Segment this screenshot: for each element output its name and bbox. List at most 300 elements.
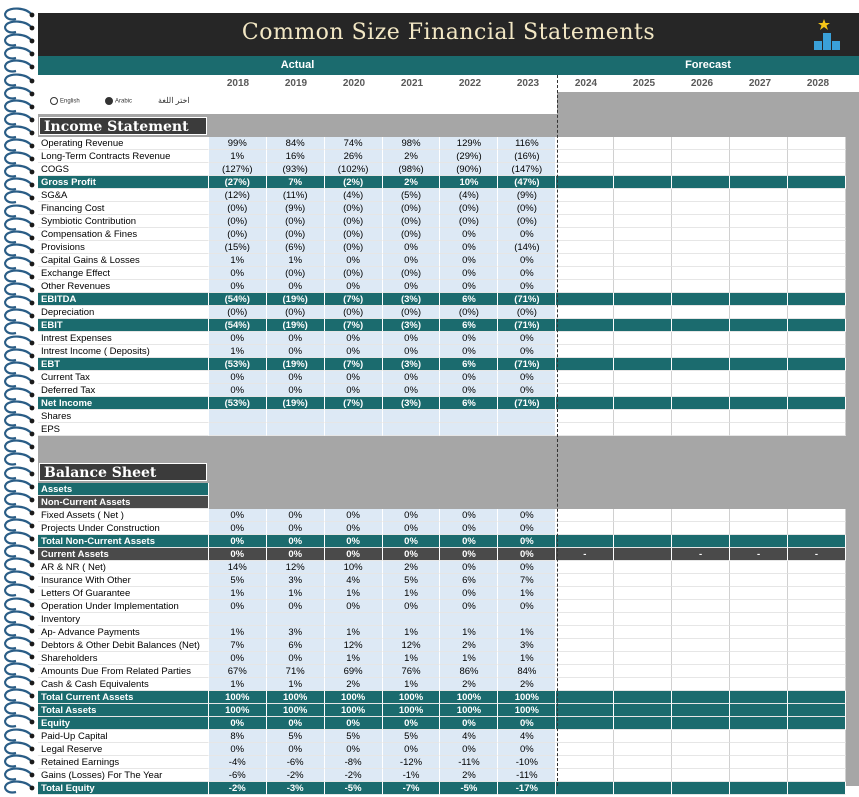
forecast-cell[interactable] — [788, 678, 846, 691]
value-cell[interactable]: (0%) — [383, 202, 441, 215]
forecast-cell[interactable] — [730, 756, 788, 769]
forecast-cell[interactable] — [730, 267, 788, 280]
value-cell[interactable]: 5% — [383, 574, 441, 587]
value-cell[interactable]: 0% — [498, 535, 556, 548]
forecast-cell[interactable] — [672, 397, 730, 410]
forecast-cell[interactable] — [788, 319, 846, 332]
forecast-cell[interactable] — [730, 397, 788, 410]
value-cell[interactable]: 0% — [498, 522, 556, 535]
forecast-cell[interactable] — [614, 306, 672, 319]
value-cell[interactable]: 0% — [440, 522, 498, 535]
forecast-cell[interactable] — [614, 319, 672, 332]
forecast-cell[interactable] — [614, 782, 672, 795]
value-cell[interactable]: -2% — [267, 769, 325, 782]
value-cell[interactable]: (3%) — [383, 397, 441, 410]
value-cell[interactable]: 0% — [498, 280, 556, 293]
value-cell[interactable]: 0% — [325, 280, 383, 293]
value-cell[interactable]: (71%) — [498, 397, 556, 410]
value-cell[interactable]: 0% — [440, 280, 498, 293]
forecast-cell[interactable] — [672, 371, 730, 384]
radio-arabic-icon[interactable] — [105, 97, 113, 105]
value-cell[interactable]: 0% — [325, 522, 383, 535]
value-cell[interactable]: -8% — [325, 756, 383, 769]
forecast-cell[interactable] — [730, 691, 788, 704]
forecast-cell[interactable] — [556, 150, 614, 163]
value-cell[interactable]: 100% — [325, 704, 383, 717]
forecast-cell[interactable] — [730, 332, 788, 345]
forecast-cell[interactable] — [556, 730, 614, 743]
value-cell[interactable]: 0% — [267, 548, 325, 561]
forecast-cell[interactable] — [672, 613, 730, 626]
value-cell[interactable]: 0% — [498, 743, 556, 756]
value-cell[interactable]: 2% — [440, 769, 498, 782]
forecast-cell[interactable] — [730, 345, 788, 358]
value-cell[interactable]: -7% — [383, 782, 441, 795]
forecast-cell[interactable] — [730, 704, 788, 717]
forecast-cell[interactable] — [556, 782, 614, 795]
forecast-cell[interactable] — [672, 561, 730, 574]
value-cell[interactable]: 7% — [498, 574, 556, 587]
forecast-cell[interactable] — [556, 639, 614, 652]
forecast-cell[interactable] — [614, 189, 672, 202]
value-cell[interactable]: (71%) — [498, 358, 556, 371]
forecast-cell[interactable] — [672, 254, 730, 267]
forecast-cell[interactable] — [614, 600, 672, 613]
value-cell[interactable]: 1% — [383, 587, 441, 600]
value-cell[interactable]: (53%) — [209, 358, 267, 371]
value-cell[interactable]: 0% — [498, 384, 556, 397]
value-cell[interactable] — [209, 410, 267, 423]
value-cell[interactable]: (27%) — [209, 176, 267, 189]
forecast-cell[interactable] — [788, 639, 846, 652]
forecast-cell[interactable] — [730, 306, 788, 319]
forecast-cell[interactable] — [614, 410, 672, 423]
value-cell[interactable]: (102%) — [325, 163, 383, 176]
value-cell[interactable]: 2% — [383, 561, 441, 574]
value-cell[interactable]: (0%) — [267, 228, 325, 241]
value-cell[interactable]: 1% — [267, 587, 325, 600]
value-cell[interactable]: 1% — [209, 150, 267, 163]
value-cell[interactable]: 1% — [209, 345, 267, 358]
forecast-cell[interactable] — [556, 410, 614, 423]
forecast-cell[interactable] — [730, 522, 788, 535]
forecast-cell[interactable] — [556, 189, 614, 202]
forecast-cell[interactable] — [672, 189, 730, 202]
forecast-cell[interactable] — [730, 384, 788, 397]
value-cell[interactable]: 2% — [440, 678, 498, 691]
forecast-cell[interactable] — [788, 626, 846, 639]
forecast-cell[interactable] — [672, 691, 730, 704]
value-cell[interactable]: 0% — [267, 332, 325, 345]
value-cell[interactable]: (3%) — [383, 293, 441, 306]
value-cell[interactable]: 1% — [267, 678, 325, 691]
forecast-cell[interactable] — [556, 358, 614, 371]
value-cell[interactable]: 2% — [498, 678, 556, 691]
value-cell[interactable]: 100% — [440, 691, 498, 704]
value-cell[interactable]: 0% — [267, 652, 325, 665]
forecast-cell[interactable] — [788, 652, 846, 665]
value-cell[interactable]: 1% — [383, 652, 441, 665]
forecast-cell[interactable]: - — [556, 548, 614, 561]
forecast-cell[interactable] — [556, 163, 614, 176]
value-cell[interactable]: 100% — [498, 704, 556, 717]
value-cell[interactable]: -3% — [267, 782, 325, 795]
value-cell[interactable]: 0% — [325, 254, 383, 267]
forecast-cell[interactable] — [556, 522, 614, 535]
forecast-cell[interactable] — [556, 215, 614, 228]
forecast-cell[interactable] — [788, 423, 846, 436]
forecast-cell[interactable] — [730, 423, 788, 436]
row-label[interactable]: Total Non-Current Assets — [38, 535, 209, 548]
value-cell[interactable]: (4%) — [325, 189, 383, 202]
forecast-cell[interactable] — [730, 254, 788, 267]
value-cell[interactable]: 0% — [440, 267, 498, 280]
value-cell[interactable]: 0% — [498, 548, 556, 561]
value-cell[interactable]: 2% — [383, 150, 441, 163]
value-cell[interactable] — [383, 613, 441, 626]
forecast-cell[interactable] — [672, 202, 730, 215]
row-label[interactable]: Net Income — [38, 397, 209, 410]
value-cell[interactable] — [267, 613, 325, 626]
forecast-cell[interactable] — [788, 665, 846, 678]
forecast-cell[interactable] — [556, 574, 614, 587]
value-cell[interactable]: 99% — [209, 137, 267, 150]
value-cell[interactable]: (0%) — [383, 267, 441, 280]
forecast-cell[interactable] — [556, 293, 614, 306]
forecast-cell[interactable] — [672, 137, 730, 150]
forecast-cell[interactable] — [614, 384, 672, 397]
value-cell[interactable]: 69% — [325, 665, 383, 678]
value-cell[interactable]: (19%) — [267, 397, 325, 410]
forecast-cell[interactable] — [556, 717, 614, 730]
forecast-cell[interactable] — [556, 332, 614, 345]
value-cell[interactable]: (29%) — [440, 150, 498, 163]
value-cell[interactable]: 98% — [383, 137, 441, 150]
forecast-cell[interactable] — [556, 267, 614, 280]
forecast-cell[interactable] — [730, 652, 788, 665]
value-cell[interactable]: 0% — [440, 600, 498, 613]
forecast-cell[interactable] — [788, 574, 846, 587]
value-cell[interactable]: 4% — [498, 730, 556, 743]
row-label[interactable]: Ap- Advance Payments — [38, 626, 209, 639]
value-cell[interactable]: 0% — [209, 522, 267, 535]
forecast-cell[interactable] — [730, 561, 788, 574]
forecast-cell[interactable] — [614, 137, 672, 150]
value-cell[interactable]: 100% — [383, 704, 441, 717]
value-cell[interactable]: 0% — [325, 371, 383, 384]
forecast-cell[interactable] — [788, 397, 846, 410]
value-cell[interactable]: 0% — [267, 535, 325, 548]
forecast-cell[interactable] — [614, 423, 672, 436]
value-cell[interactable]: (0%) — [267, 267, 325, 280]
value-cell[interactable]: 116% — [498, 137, 556, 150]
forecast-cell[interactable] — [556, 626, 614, 639]
value-cell[interactable]: (0%) — [498, 306, 556, 319]
value-cell[interactable]: 0% — [383, 548, 441, 561]
forecast-cell[interactable] — [730, 743, 788, 756]
forecast-cell[interactable] — [730, 535, 788, 548]
value-cell[interactable]: 2% — [383, 176, 441, 189]
value-cell[interactable]: 0% — [325, 509, 383, 522]
value-cell[interactable]: 0% — [325, 345, 383, 358]
row-label[interactable]: Cash & Cash Equivalents — [38, 678, 209, 691]
forecast-cell[interactable] — [672, 410, 730, 423]
forecast-cell[interactable] — [614, 215, 672, 228]
forecast-cell[interactable] — [614, 678, 672, 691]
forecast-cell[interactable] — [788, 137, 846, 150]
row-label[interactable]: Depreciation — [38, 306, 209, 319]
value-cell[interactable]: 0% — [209, 509, 267, 522]
value-cell[interactable]: 0% — [440, 535, 498, 548]
value-cell[interactable]: (90%) — [440, 163, 498, 176]
forecast-cell[interactable] — [614, 652, 672, 665]
value-cell[interactable]: 0% — [209, 743, 267, 756]
forecast-cell[interactable] — [730, 215, 788, 228]
forecast-cell[interactable] — [614, 626, 672, 639]
value-cell[interactable]: 0% — [209, 717, 267, 730]
forecast-cell[interactable] — [730, 769, 788, 782]
value-cell[interactable]: 0% — [498, 717, 556, 730]
value-cell[interactable]: 0% — [383, 345, 441, 358]
row-label[interactable]: Legal Reserve — [38, 743, 209, 756]
forecast-cell[interactable] — [672, 639, 730, 652]
forecast-cell[interactable] — [556, 535, 614, 548]
value-cell[interactable]: (2%) — [325, 176, 383, 189]
forecast-cell[interactable] — [672, 509, 730, 522]
value-cell[interactable]: 0% — [325, 743, 383, 756]
forecast-cell[interactable] — [788, 241, 846, 254]
row-label[interactable]: Total Current Assets — [38, 691, 209, 704]
value-cell[interactable]: 0% — [498, 267, 556, 280]
value-cell[interactable]: (0%) — [267, 306, 325, 319]
value-cell[interactable]: 2% — [440, 639, 498, 652]
value-cell[interactable]: 0% — [498, 332, 556, 345]
row-label[interactable]: Deferred Tax — [38, 384, 209, 397]
value-cell[interactable]: -2% — [209, 782, 267, 795]
forecast-cell[interactable] — [788, 522, 846, 535]
value-cell[interactable]: 0% — [383, 717, 441, 730]
forecast-cell[interactable] — [788, 509, 846, 522]
value-cell[interactable]: -6% — [267, 756, 325, 769]
value-cell[interactable]: 5% — [383, 730, 441, 743]
value-cell[interactable]: 0% — [383, 384, 441, 397]
value-cell[interactable]: (0%) — [325, 241, 383, 254]
row-label[interactable]: Paid-Up Capital — [38, 730, 209, 743]
value-cell[interactable]: 0% — [498, 600, 556, 613]
value-cell[interactable]: (3%) — [383, 358, 441, 371]
value-cell[interactable]: (0%) — [209, 306, 267, 319]
value-cell[interactable]: 0% — [383, 522, 441, 535]
value-cell[interactable]: 0% — [440, 371, 498, 384]
value-cell[interactable]: -6% — [209, 769, 267, 782]
forecast-cell[interactable] — [672, 704, 730, 717]
value-cell[interactable]: (5%) — [383, 189, 441, 202]
row-label[interactable]: Other Revenues — [38, 280, 209, 293]
row-label[interactable]: EPS — [38, 423, 209, 436]
value-cell[interactable]: (71%) — [498, 319, 556, 332]
row-label[interactable]: Total Equity — [38, 782, 209, 795]
forecast-cell[interactable] — [614, 548, 672, 561]
value-cell[interactable]: 100% — [325, 691, 383, 704]
forecast-cell[interactable] — [556, 704, 614, 717]
value-cell[interactable]: (0%) — [209, 202, 267, 215]
english-option[interactable] — [50, 97, 80, 105]
forecast-cell[interactable] — [614, 176, 672, 189]
forecast-cell[interactable] — [556, 561, 614, 574]
value-cell[interactable]: 10% — [440, 176, 498, 189]
forecast-cell[interactable] — [730, 574, 788, 587]
value-cell[interactable]: -1% — [383, 769, 441, 782]
forecast-cell[interactable] — [730, 319, 788, 332]
forecast-cell[interactable]: - — [730, 548, 788, 561]
row-label[interactable]: Financing Cost — [38, 202, 209, 215]
value-cell[interactable]: 2% — [325, 678, 383, 691]
value-cell[interactable]: 0% — [209, 384, 267, 397]
value-cell[interactable] — [209, 613, 267, 626]
value-cell[interactable] — [383, 423, 441, 436]
forecast-cell[interactable] — [730, 163, 788, 176]
value-cell[interactable]: 0% — [440, 587, 498, 600]
forecast-cell[interactable] — [614, 665, 672, 678]
value-cell[interactable]: 100% — [383, 691, 441, 704]
value-cell[interactable]: (7%) — [325, 293, 383, 306]
forecast-cell[interactable] — [672, 163, 730, 176]
forecast-cell[interactable] — [788, 163, 846, 176]
forecast-cell[interactable] — [672, 574, 730, 587]
value-cell[interactable]: 6% — [440, 293, 498, 306]
forecast-cell[interactable] — [556, 254, 614, 267]
forecast-cell[interactable] — [614, 704, 672, 717]
row-label[interactable]: Projects Under Construction — [38, 522, 209, 535]
forecast-cell[interactable] — [788, 189, 846, 202]
forecast-cell[interactable] — [672, 717, 730, 730]
forecast-cell[interactable] — [788, 600, 846, 613]
value-cell[interactable]: 10% — [325, 561, 383, 574]
value-cell[interactable]: (0%) — [325, 267, 383, 280]
forecast-cell[interactable] — [614, 332, 672, 345]
row-label[interactable]: Shares — [38, 410, 209, 423]
forecast-cell[interactable] — [614, 267, 672, 280]
forecast-cell[interactable] — [672, 345, 730, 358]
value-cell[interactable]: 0% — [209, 548, 267, 561]
forecast-cell[interactable] — [614, 743, 672, 756]
value-cell[interactable]: 12% — [267, 561, 325, 574]
value-cell[interactable] — [267, 410, 325, 423]
value-cell[interactable]: (0%) — [498, 215, 556, 228]
row-label[interactable]: Compensation & Fines — [38, 228, 209, 241]
forecast-cell[interactable] — [788, 293, 846, 306]
value-cell[interactable]: 0% — [498, 371, 556, 384]
value-cell[interactable]: (11%) — [267, 189, 325, 202]
value-cell[interactable]: -17% — [498, 782, 556, 795]
value-cell[interactable]: 0% — [209, 371, 267, 384]
forecast-cell[interactable] — [788, 410, 846, 423]
value-cell[interactable] — [325, 613, 383, 626]
value-cell[interactable]: 0% — [383, 743, 441, 756]
row-label[interactable]: Capital Gains & Losses — [38, 254, 209, 267]
value-cell[interactable] — [325, 423, 383, 436]
value-cell[interactable]: 0% — [383, 600, 441, 613]
row-label[interactable]: Equity — [38, 717, 209, 730]
row-label[interactable]: Fixed Assets ( Net ) — [38, 509, 209, 522]
forecast-cell[interactable] — [672, 769, 730, 782]
forecast-cell[interactable] — [556, 509, 614, 522]
forecast-cell[interactable] — [614, 574, 672, 587]
forecast-cell[interactable] — [730, 150, 788, 163]
forecast-cell[interactable] — [556, 384, 614, 397]
row-label[interactable]: Shareholders — [38, 652, 209, 665]
forecast-cell[interactable] — [788, 254, 846, 267]
value-cell[interactable]: 71% — [267, 665, 325, 678]
value-cell[interactable]: 3% — [498, 639, 556, 652]
value-cell[interactable]: (71%) — [498, 293, 556, 306]
forecast-cell[interactable] — [788, 267, 846, 280]
value-cell[interactable]: -2% — [325, 769, 383, 782]
forecast-cell[interactable] — [730, 293, 788, 306]
value-cell[interactable]: (147%) — [498, 163, 556, 176]
value-cell[interactable]: (7%) — [325, 397, 383, 410]
value-cell[interactable]: -10% — [498, 756, 556, 769]
value-cell[interactable]: 1% — [267, 254, 325, 267]
forecast-cell[interactable] — [672, 522, 730, 535]
row-label[interactable]: AR & NR ( Net) — [38, 561, 209, 574]
row-label[interactable]: Current Tax — [38, 371, 209, 384]
value-cell[interactable]: (7%) — [325, 319, 383, 332]
value-cell[interactable]: 0% — [440, 241, 498, 254]
value-cell[interactable]: (0%) — [440, 215, 498, 228]
value-cell[interactable]: (0%) — [325, 228, 383, 241]
value-cell[interactable] — [498, 423, 556, 436]
forecast-cell[interactable] — [730, 717, 788, 730]
value-cell[interactable]: 0% — [267, 600, 325, 613]
forecast-cell[interactable] — [672, 678, 730, 691]
forecast-cell[interactable] — [556, 176, 614, 189]
row-label[interactable]: Total Assets — [38, 704, 209, 717]
forecast-cell[interactable] — [788, 332, 846, 345]
row-label[interactable]: Retained Earnings — [38, 756, 209, 769]
value-cell[interactable]: (54%) — [209, 293, 267, 306]
forecast-cell[interactable] — [788, 587, 846, 600]
forecast-cell[interactable] — [730, 665, 788, 678]
value-cell[interactable]: 0% — [440, 254, 498, 267]
value-cell[interactable]: 0% — [267, 384, 325, 397]
value-cell[interactable]: 8% — [209, 730, 267, 743]
forecast-cell[interactable] — [730, 228, 788, 241]
value-cell[interactable]: 1% — [325, 587, 383, 600]
value-cell[interactable]: 0% — [267, 509, 325, 522]
forecast-cell[interactable] — [672, 626, 730, 639]
value-cell[interactable]: 100% — [267, 691, 325, 704]
value-cell[interactable]: 6% — [440, 397, 498, 410]
forecast-cell[interactable] — [730, 678, 788, 691]
forecast-cell[interactable] — [672, 423, 730, 436]
forecast-cell[interactable] — [788, 280, 846, 293]
value-cell[interactable]: 1% — [440, 626, 498, 639]
row-label[interactable]: Gains (Losses) For The Year — [38, 769, 209, 782]
forecast-cell[interactable] — [788, 730, 846, 743]
forecast-cell[interactable] — [614, 397, 672, 410]
row-label[interactable]: Intrest Expenses — [38, 332, 209, 345]
value-cell[interactable]: 5% — [325, 730, 383, 743]
value-cell[interactable]: 0% — [440, 561, 498, 574]
row-label[interactable]: EBT — [38, 358, 209, 371]
forecast-cell[interactable] — [614, 587, 672, 600]
forecast-cell[interactable] — [614, 613, 672, 626]
value-cell[interactable]: 0% — [209, 600, 267, 613]
value-cell[interactable]: (0%) — [383, 306, 441, 319]
value-cell[interactable]: 0% — [267, 371, 325, 384]
forecast-cell[interactable] — [614, 241, 672, 254]
